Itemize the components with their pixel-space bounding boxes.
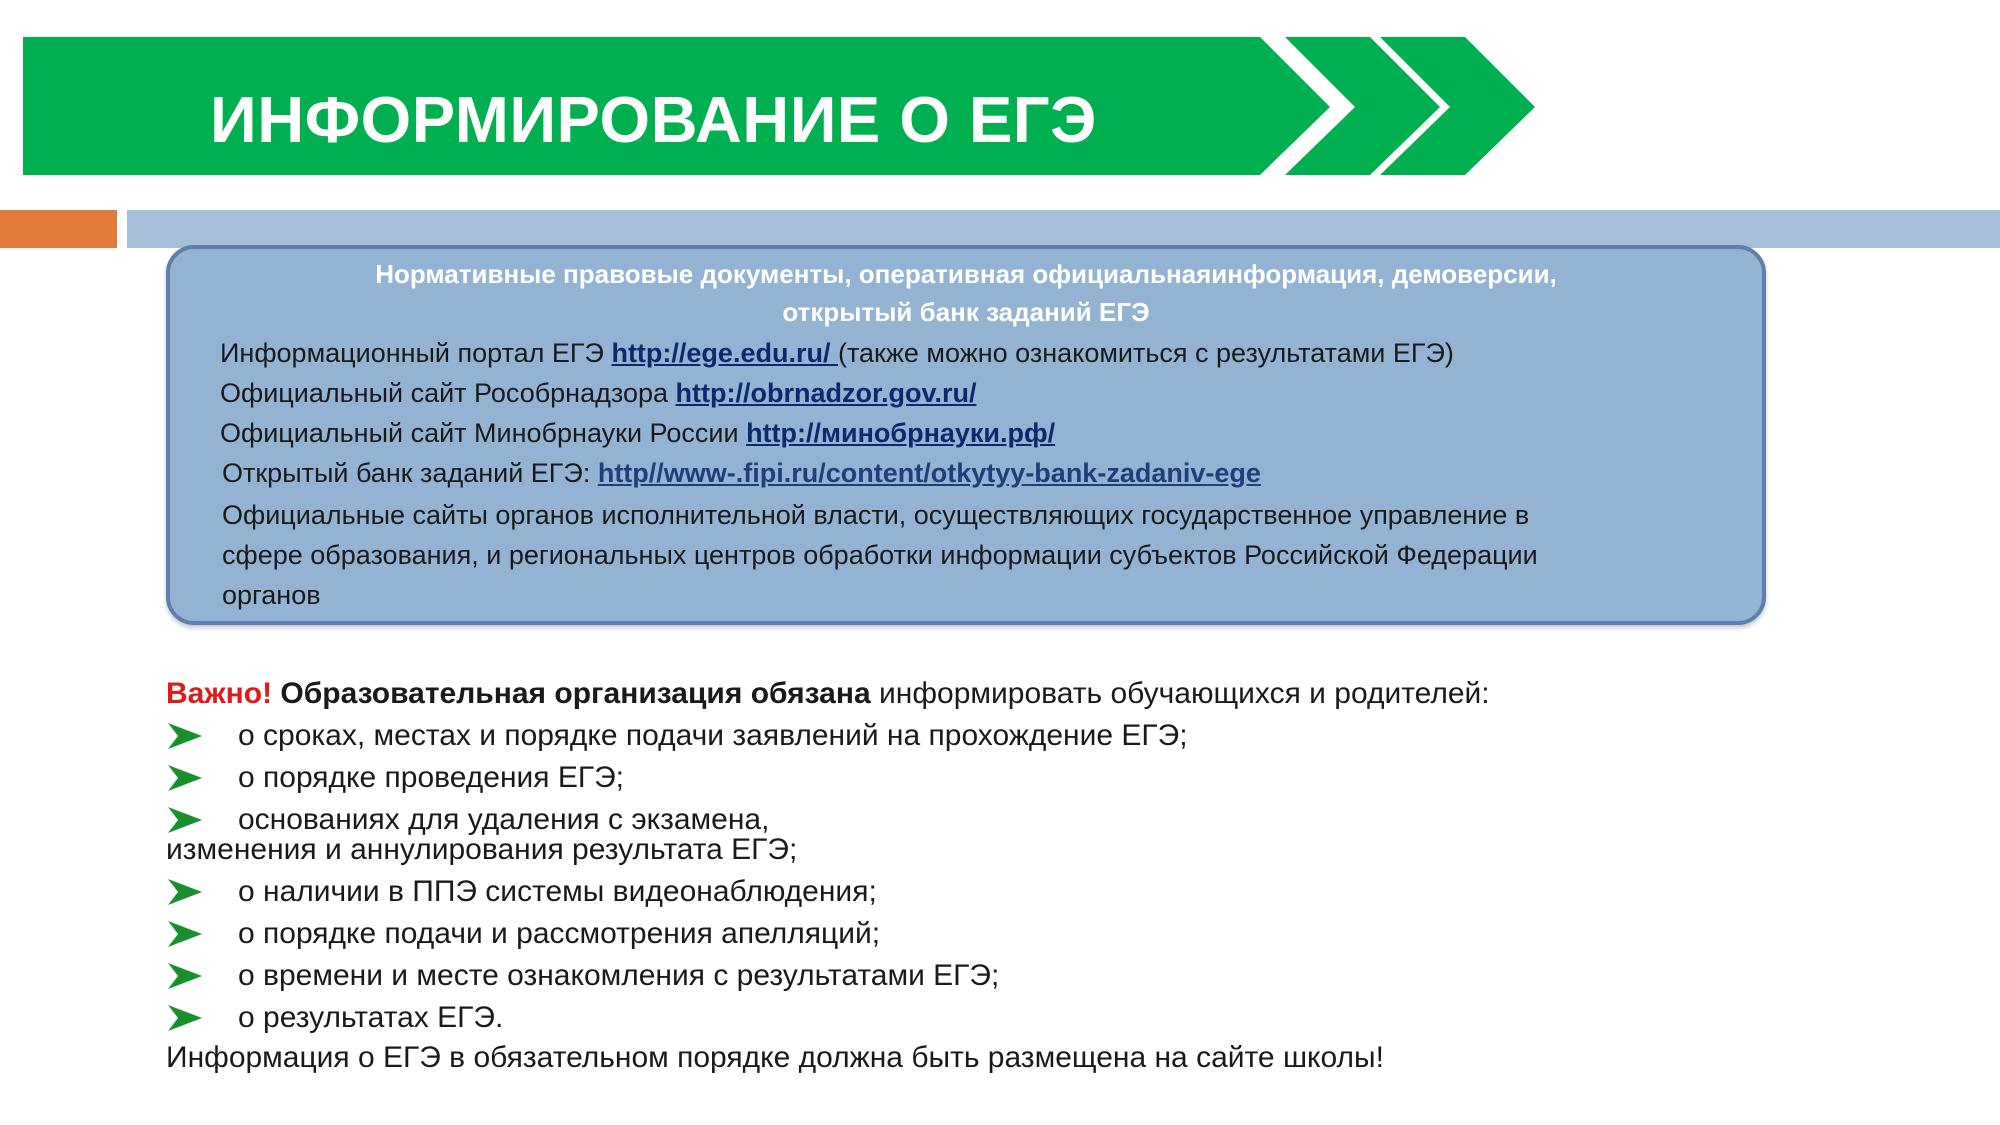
list-item-text: о результатах ЕГЭ. — [238, 1001, 504, 1034]
list-item-text: о наличии в ППЭ системы видеонаблюдения; — [238, 875, 877, 908]
accent-bar-orange — [0, 210, 117, 248]
important-notice — [166, 673, 1490, 715]
list-item — [166, 757, 624, 799]
page-title: ИНФОРМИРОВАНИЕ О ЕГЭ — [210, 83, 1097, 156]
info-box-heading-line-1: Нормативные правовые документы, оперативная официальнаяинформация, демоверсии, — [375, 259, 1557, 289]
obrnadzor-label: Официальный сайт Рособрнадзора — [220, 378, 676, 408]
arrowhead-bullet-icon — [166, 763, 204, 793]
list-item — [166, 997, 503, 1039]
list-item — [166, 955, 999, 997]
accent-bar-blue — [127, 210, 2000, 248]
list-item — [166, 913, 880, 955]
list-item-text: основаниях для удаления с экзамена, — [238, 803, 770, 836]
obrnadzor-line — [220, 373, 976, 413]
arrowhead-bullet-icon — [166, 721, 204, 751]
list-item-text: о порядке подачи и рассмотрения апелляций; — [238, 917, 881, 950]
info-box-heading-line-2: открытый банк заданий ЕГЭ — [782, 297, 1150, 327]
obrnadzor-link[interactable]: http://obrnadzor.gov.ru/ — [675, 378, 977, 408]
official-sites-line-1: Официальные сайты органов исполнительной власти, осуществляющих государственное управление в — [222, 500, 1530, 530]
obligation-text: Образовательная организация обязана — [272, 677, 871, 710]
official-sites-line-3: органов — [222, 580, 321, 610]
list-item-text: о сроках, местах и порядке подачи заявлений на прохождение ЕГЭ; — [238, 719, 1188, 752]
arrowhead-bullet-icon — [166, 1003, 204, 1033]
ege-portal-link[interactable]: http://ege.edu.ru/ — [611, 338, 838, 368]
info-box — [166, 245, 1766, 625]
list-item — [166, 871, 877, 913]
list-item-text: о порядке проведения ЕГЭ; — [238, 761, 625, 794]
minobrnauki-label: Официальный сайт Минобрнауки России — [220, 418, 747, 448]
fipi-bank-link[interactable]: http//www-.fipi.ru/content/otkytyy-bank-zadaniv-ege — [597, 458, 1261, 488]
arrowhead-bullet-icon — [166, 919, 204, 949]
arrowhead-bullet-icon — [166, 961, 204, 991]
official-sites-line-2: сфере образования, и региональных центров обработки информации субъектов Российской Федерации — [222, 540, 1538, 570]
important-label: Важно! — [166, 677, 273, 710]
notice-rest: информировать обучающихся и родителей: — [870, 677, 1490, 710]
list-item-continuation: изменения и аннулирования результата ЕГЭ; — [166, 833, 798, 866]
fipi-bank-label: Открытый банк заданий ЕГЭ: — [222, 458, 598, 488]
list-item — [166, 715, 1188, 757]
list-item-text: о времени и месте ознакомления с результатами ЕГЭ; — [238, 959, 1000, 992]
portal-line — [220, 333, 1454, 373]
arrowhead-bullet-icon — [166, 877, 204, 907]
minobrnauki-link[interactable]: http://минобрнауки.рф/ — [746, 418, 1056, 448]
closing-statement: Информация о ЕГЭ в обязательном порядке должна быть размещена на сайте школы! — [166, 1041, 1384, 1074]
minobrnauki-line — [220, 413, 1055, 453]
portal-label: Информационный портал ЕГЭ — [220, 338, 612, 368]
fipi-bank-line — [222, 453, 1261, 493]
portal-note: (также можно ознакомиться с результатами ЕГЭ) — [837, 338, 1454, 368]
